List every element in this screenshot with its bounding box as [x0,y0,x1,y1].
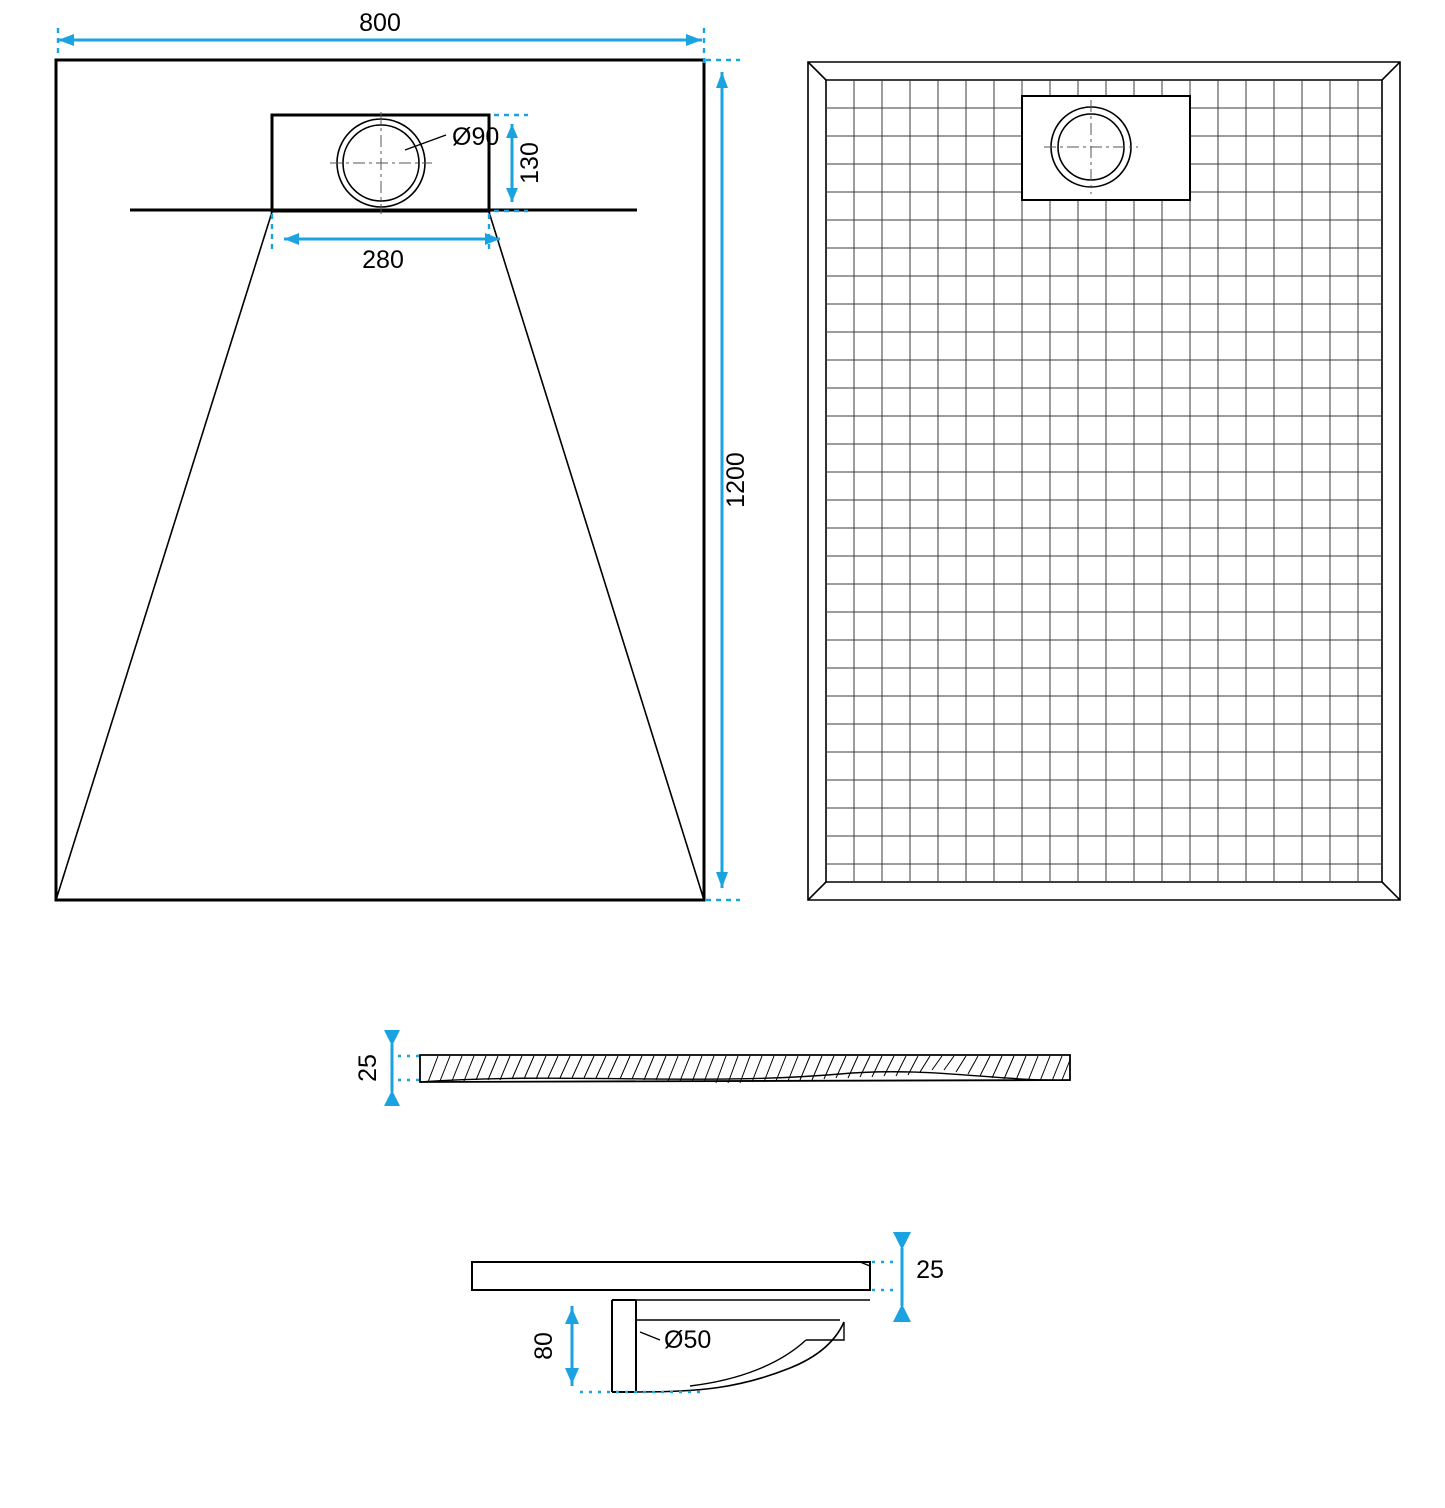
side-section-group [354,1030,1070,1106]
dim-280-label: 280 [362,246,404,274]
dim-25-detail-arrow-bottom [893,1304,911,1322]
drain-detail-group [472,1232,944,1392]
dim-1200-label: 1200 [722,452,750,508]
dimension-280-group [272,214,500,274]
dim-1200-arrow-bottom [716,872,728,888]
dim-280-arrow-left [284,233,299,245]
dim-d90-leader [405,135,446,150]
detail-tray-slab [472,1262,870,1290]
dim-d90-label: Ø90 [452,123,500,151]
dimension-1200-group [706,60,750,900]
dimension-25-side-group [354,1030,424,1106]
dim-d50-leader [640,1332,660,1340]
dim-1200-arrow-top [716,72,728,88]
dim-800-arrow-left [58,34,74,46]
dim-280-arrow-right [485,233,500,245]
top-view-group [56,60,704,900]
tray-outline [56,60,704,900]
dim-25-side-arrow-bottom [384,1090,400,1106]
dim-130-arrow-bottom [506,188,518,202]
dimension-25-detail-group [872,1232,944,1322]
dim-25-side-label: 25 [354,1054,382,1082]
dim-80-label: 80 [530,1332,558,1360]
slope-line-left [56,212,272,900]
dim-25-side-arrow-top [384,1030,400,1046]
texture-grid-horizontal [826,108,1382,864]
dim-25-detail-label: 25 [916,1256,944,1284]
dim-25-detail-arrow-top [893,1232,911,1250]
dim-800-label: 800 [359,9,401,37]
dim-80-arrow-top [565,1308,579,1324]
dim-130-arrow-top [506,124,518,138]
dim-d50-label: Ø50 [664,1326,712,1354]
dimension-130-group [494,115,544,211]
dim-800-arrow-right [686,34,702,46]
dimension-d90-group [405,123,499,151]
texture-view-group [808,62,1400,900]
dimension-d50-group [640,1326,711,1354]
dim-130-label: 130 [516,142,544,184]
dim-80-arrow-bottom [565,1368,579,1384]
slope-line-right [489,212,704,900]
